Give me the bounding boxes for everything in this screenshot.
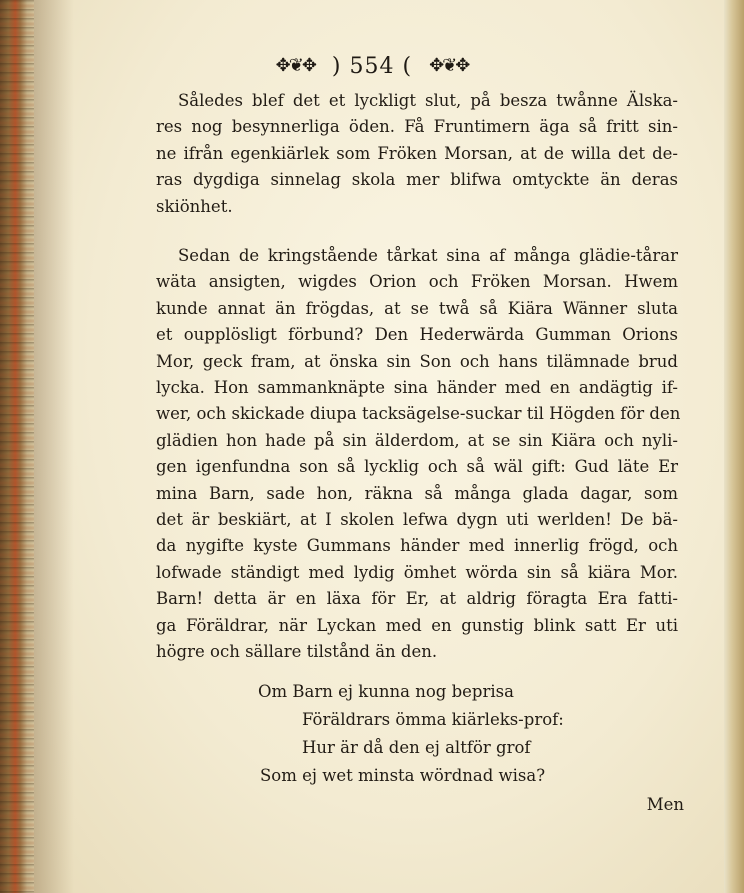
text-line: glädien hon hade på sin älderdom, at se sin Kiära och nyli- — [156, 430, 678, 450]
text-line: wäta ansigten, wigdes Orion och Fröken Morsan. Hwem — [156, 272, 678, 292]
text-line: wer, och skickade diupa tacksägelse-suckar til Högden för den — [156, 404, 681, 424]
page-header — [0, 54, 744, 79]
poem-line: Som ej wet minsta wördnad wisa? — [260, 766, 546, 785]
text-line: Mor, geck fram, at önska sin Son och hans tilämnade brud — [156, 351, 678, 371]
text-line: gen igenfundna son så lycklig och så wäl gift: Gud läte Er — [156, 457, 678, 477]
ornament-left-icon: ✥❦✥ — [275, 55, 315, 76]
page-number: ) 554 ( — [331, 54, 413, 79]
text-line: ne ifrån egenkiärlek som Fröken Morsan, at de willa det de- — [156, 143, 678, 163]
poem-line: Om Barn ej kunna nog beprisa — [258, 682, 514, 701]
catchword: Men — [646, 795, 684, 814]
text-line: et oupplösligt förbund? Den Hederwärda Gumman Orions — [156, 325, 678, 345]
poem-line: Hur är då den ej altför grof — [302, 738, 531, 757]
text-line: lofwade ständigt med lydig ömhet wörda sin så kiära Mor. — [156, 562, 678, 582]
poem-line: Föräldrars ömma kiärleks-prof: — [302, 710, 564, 729]
text-line: ga Föräldrar, när Lyckan med en gunstig blink satt Er uti — [156, 615, 678, 635]
text-line: det är beskiärt, at I skolen lefwa dygn uti werlden! De bä- — [156, 510, 678, 530]
paragraph-2 — [156, 243, 681, 666]
ornament-right-icon: ✥❦✥ — [429, 55, 469, 76]
text-line: lycka. Hon sammanknäpte sina händer med en andägtig if- — [156, 378, 678, 398]
paragraph-1 — [156, 88, 678, 220]
poem-stanza — [0, 678, 744, 790]
text-line: res nog besynnerliga öden. Få Fruntimern äga så fritt sin- — [156, 117, 678, 137]
text-line: kunde annat än frögdas, at se twå så Kiära Wänner sluta — [156, 298, 678, 318]
text-line: Barn! detta är en läxa för Er, at aldrig föragta Era fatti- — [156, 589, 678, 609]
text-line: da nygifte kyste Gummans händer med innerlig frögd, och — [156, 536, 678, 556]
text-line: skiönhet. — [156, 196, 233, 216]
text-line: Sedan de kringstående tårkat sina af många glädie-tårar — [178, 246, 678, 265]
text-line: mina Barn, sade hon, räkna så många glada dagar, som — [156, 483, 678, 503]
text-line: Således blef det et lyckligt slut, på besza twånne Älska- — [178, 91, 678, 110]
text-line: ras dygdiga sinnelag skola mer blifwa omtyckte än deras — [156, 170, 678, 190]
text-line: högre och sällare tilstånd än den. — [156, 642, 438, 662]
